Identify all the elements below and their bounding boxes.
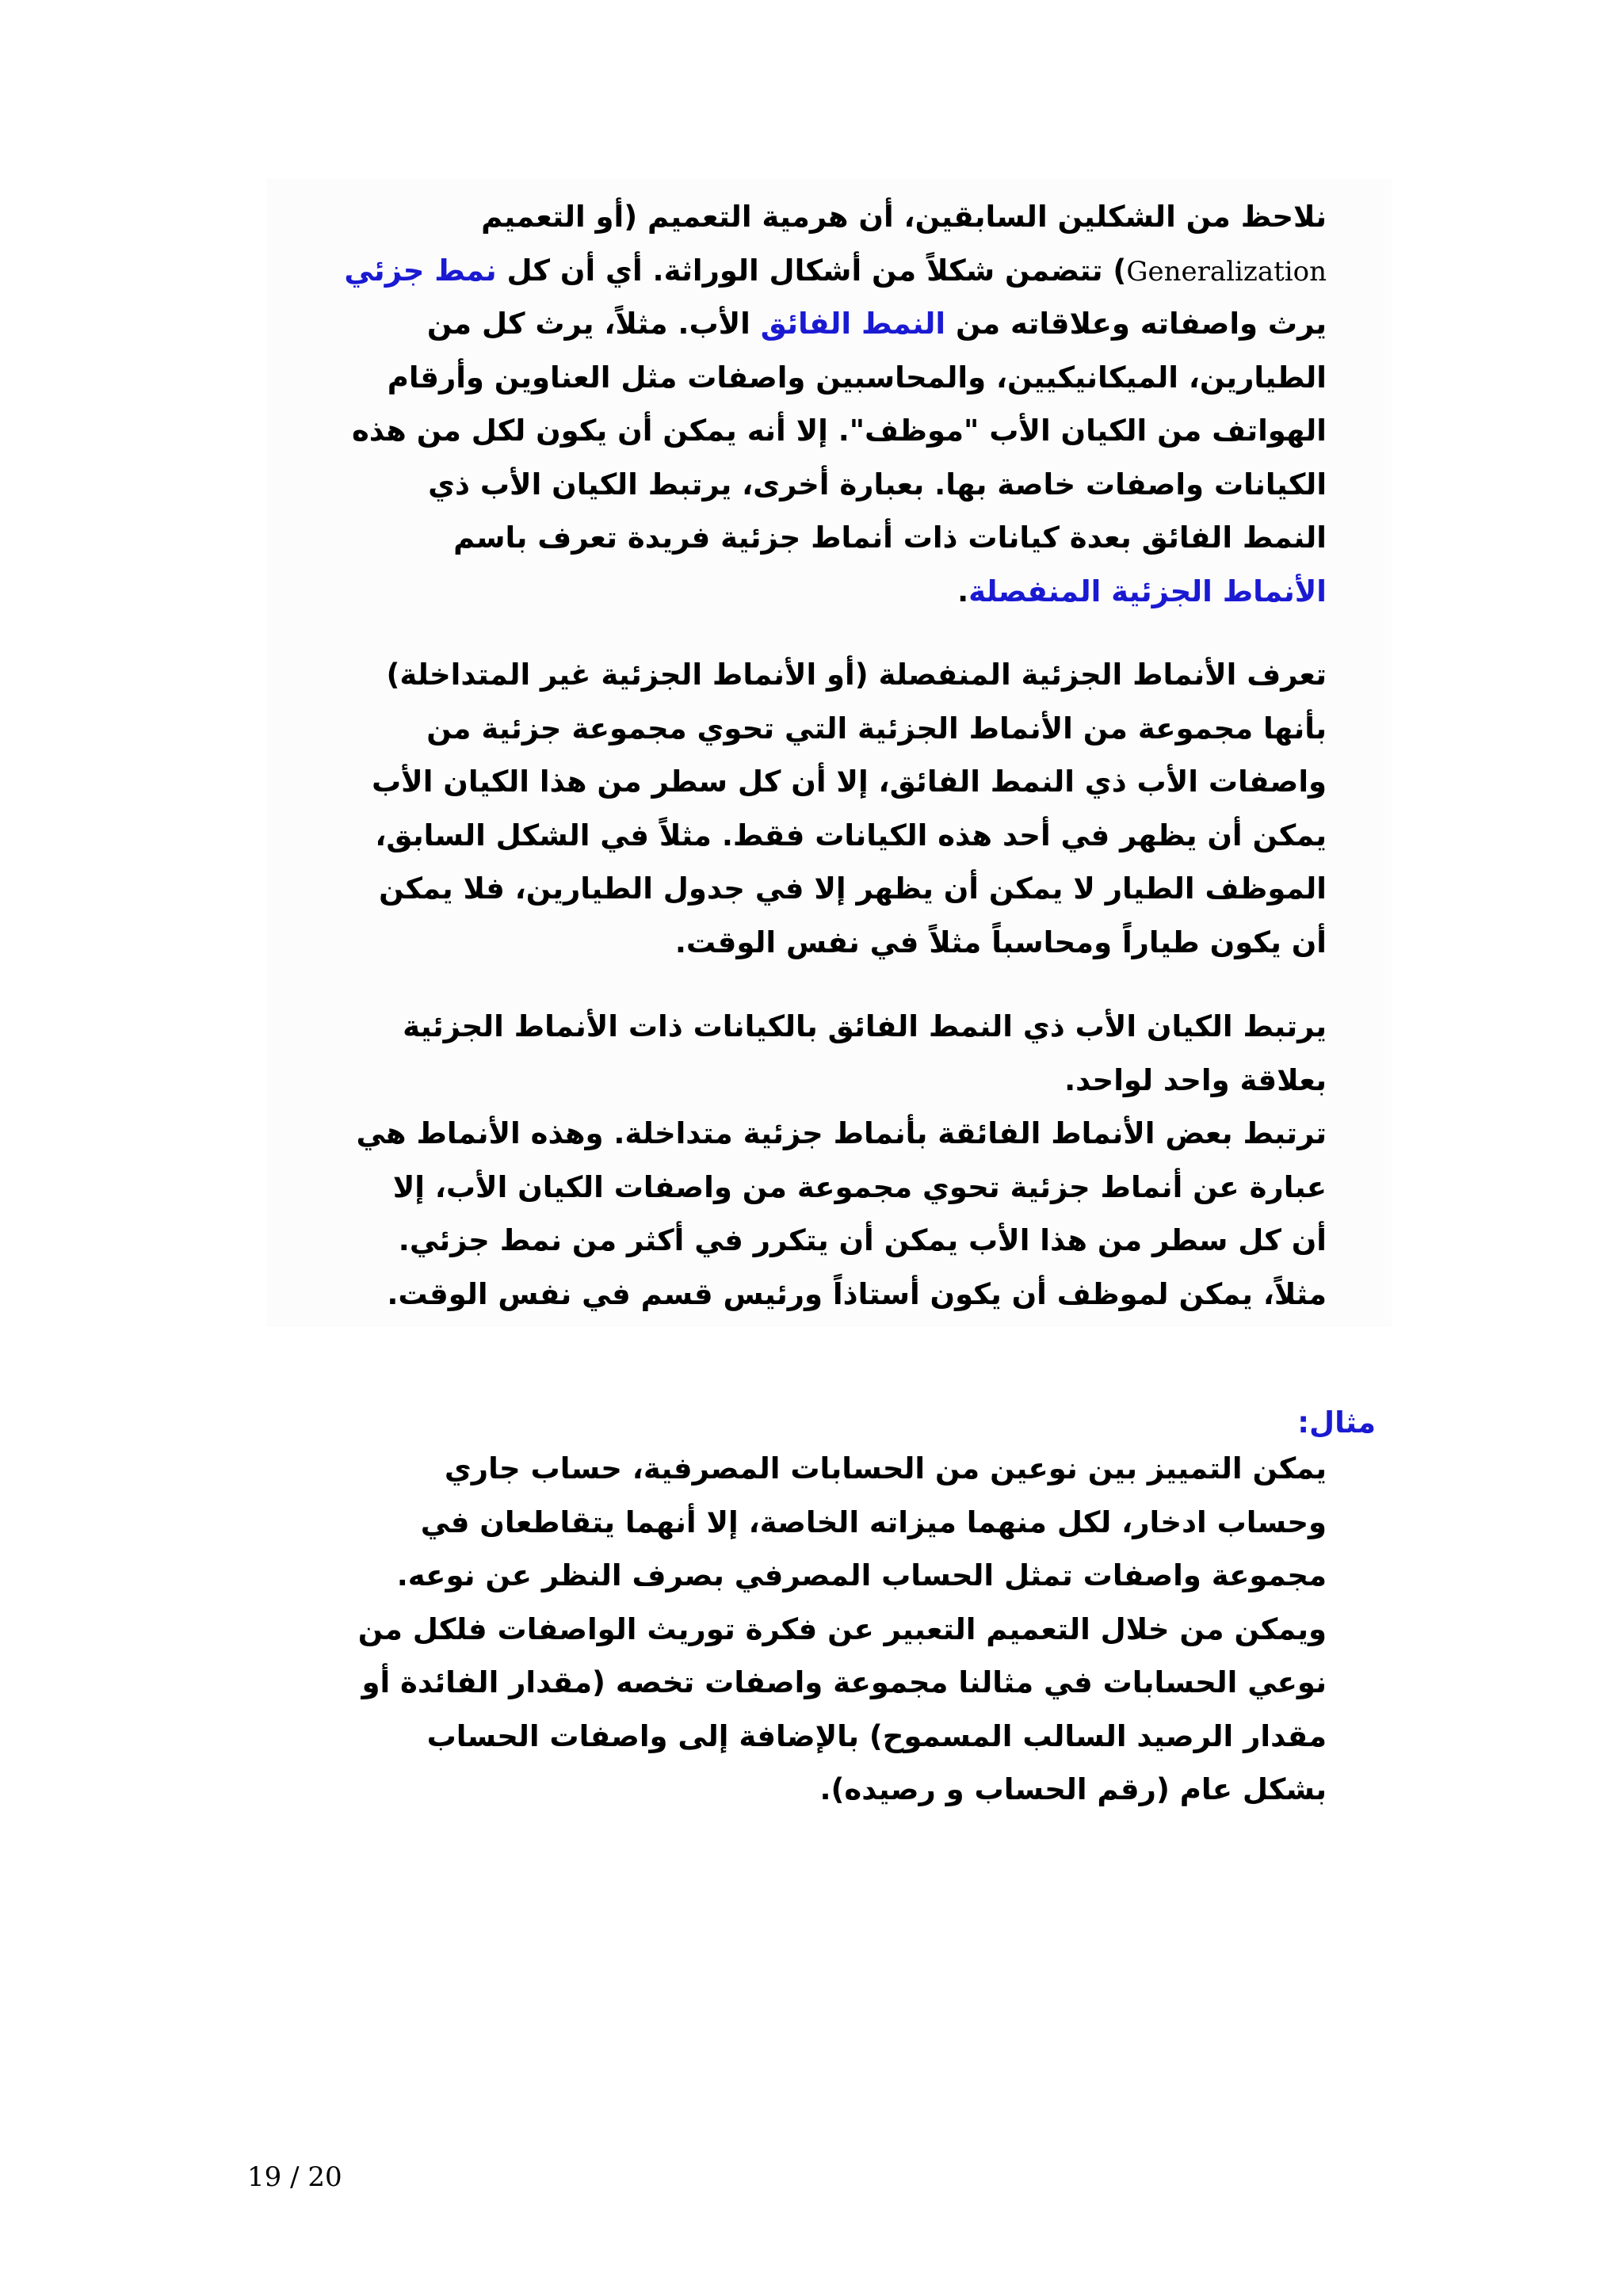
text-run: ترتبط بعض الأنماط الفائقة بأنماط جزئية متداخلة. وهذه الأنماط هي [356, 1116, 1327, 1150]
text-run: أن يكون طياراً ومحاسباً مثلاً في نفس الوقت. [674, 925, 1327, 959]
text-line [241, 755, 1327, 809]
text-run: الكيانات واصفات خاصة بها. بعبارة أخرى، يرتبط الكيان الأب ذي [428, 467, 1327, 502]
page-number: 19 / 20 [247, 2161, 342, 2193]
text-line [241, 1161, 1327, 1215]
text-run: . [957, 574, 969, 608]
text-line [241, 404, 1327, 458]
highlighted-term: نمط جزئي [344, 253, 497, 288]
text-line [241, 1549, 1327, 1603]
text-line [241, 190, 1327, 244]
paragraph-overlapping-subtypes [241, 1000, 1327, 1321]
text-line [241, 648, 1327, 702]
text-run: يمكن التمييز بين نوعين من الحسابات المصرفية، حساب جاري [444, 1451, 1327, 1486]
text-run: أن كل سطر من هذا الأب يمكن أن يتكرر في أكثر من نمط جزئي. [398, 1223, 1327, 1257]
text-line [241, 862, 1327, 916]
text-line [241, 565, 1327, 619]
text-run: مقدار الرصيد السالب المسموح) بالإضافة إلى واصفات الحساب [426, 1718, 1327, 1753]
text-run: بعلاقة واحد لواحد. [1064, 1062, 1327, 1097]
text-run: نلاحظ من الشكلين السابقين، أن هرمية التعميم (أو التعميم [481, 200, 1327, 234]
highlighted-term: الأنماط الجزئية المنفصلة [968, 574, 1327, 608]
text-run: مثلاً، يمكن لموظف أن يكون أستاذاً ورئيس قسم في نفس الوقت. [387, 1276, 1327, 1311]
text-line [241, 1603, 1327, 1657]
paragraph-disjoint-subtypes [241, 648, 1327, 969]
text-line [241, 1107, 1327, 1161]
text-line [241, 1710, 1327, 1764]
example-heading: مثال: [1297, 1405, 1376, 1440]
text-line [241, 1656, 1327, 1710]
text-run: نوعي الحسابات في مثالنا مجموعة واصفات تخصه (مقدار الفائدة أو [361, 1665, 1327, 1699]
latin-term: Generalization [1126, 255, 1327, 288]
text-run: يرتبط الكيان الأب ذي النمط الفائق بالكيانات ذات الأنماط الجزئية [403, 1009, 1327, 1043]
text-line [241, 511, 1327, 565]
text-run: وحساب ادخار، لكل منهما ميزاته الخاصة، إلا أنهما يتقاطعان في [420, 1505, 1327, 1539]
text-run: يمكن أن يظهر في أحد هذه الكيانات فقط. مثلاً في الشكل السابق، [375, 818, 1327, 852]
text-line [241, 702, 1327, 756]
text-run: الموظف الطيار لا يمكن أن يظهر إلا في جدول الطيارين، فلا يمكن [379, 871, 1327, 906]
paragraph-example [241, 1442, 1327, 1817]
text-run: يرث واصفاته وعلاقاته من [945, 307, 1327, 341]
text-run: ويمكن من خلال التعميم التعبير عن فكرة توريث الواصفات فلكل من [357, 1611, 1327, 1646]
text-line [241, 458, 1327, 512]
text-run: تعرف الأنماط الجزئية المنفصلة (أو الأنماط الجزئية غير المتداخلة) [386, 658, 1327, 692]
text-line [241, 916, 1327, 970]
text-run: ) تتضمن شكلاً من أشكال الوراثة. أي أن كل [496, 253, 1127, 288]
highlighted-term: النمط الفائق [760, 307, 946, 341]
text-line [241, 1054, 1327, 1108]
text-line [241, 1000, 1327, 1054]
text-line [241, 297, 1327, 351]
paragraph-generalization [241, 190, 1327, 618]
text-run: بشكل عام (رقم الحساب و رصيده). [819, 1772, 1327, 1806]
text-run: مجموعة واصفات تمثل الحساب المصرفي بصرف النظر عن نوعه. [396, 1558, 1327, 1592]
text-line [241, 809, 1327, 863]
text-run: الطيارين، الميكانيكيين، والمحاسبين واصفات مثل العناوين وأرقام [387, 360, 1327, 395]
text-run: بأنها مجموعة من الأنماط الجزئية التي تحوي مجموعة جزئية من [426, 711, 1327, 746]
text-line [241, 351, 1327, 405]
text-line [241, 1496, 1327, 1550]
text-run: واصفات الأب ذي النمط الفائق، إلا أن كل سطر من هذا الكيان الأب [371, 765, 1327, 799]
text-line [241, 1268, 1327, 1322]
text-run: عبارة عن أنماط جزئية تحوي مجموعة من واصفات الكيان الأب، إلا [392, 1169, 1327, 1204]
text-line [241, 1442, 1327, 1496]
text-line [241, 1214, 1327, 1268]
text-run: الهواتف من الكيان الأب "موظف". إلا أنه يمكن أن يكون لكل من هذه [351, 414, 1327, 448]
text-run: الأب. مثلاً، يرث كل من [426, 307, 761, 341]
text-line [241, 1763, 1327, 1817]
text-line [241, 244, 1327, 298]
text-run: النمط الفائق بعدة كيانات ذات أنماط جزئية فريدة تعرف باسم [453, 521, 1327, 555]
